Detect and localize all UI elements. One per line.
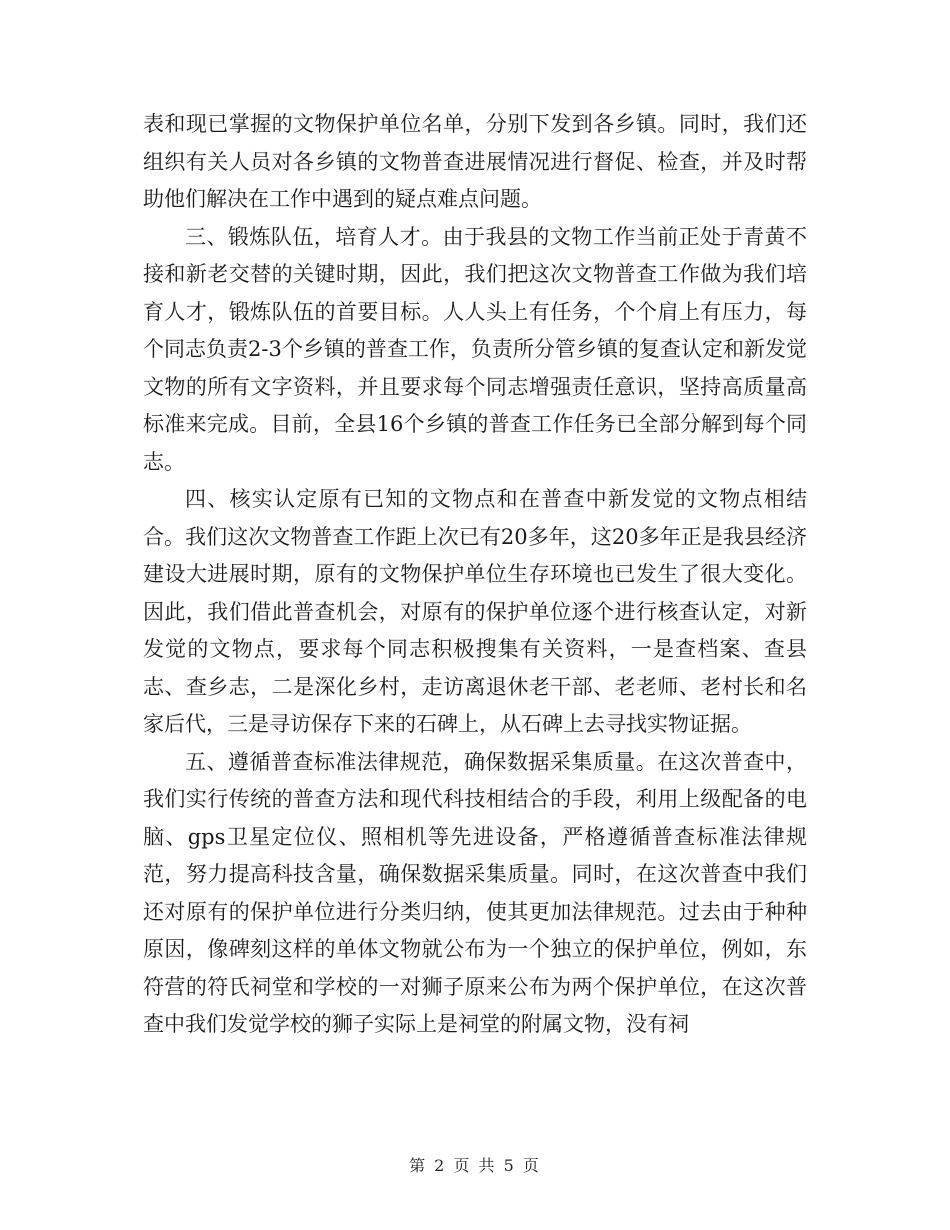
paragraph-section-5: 五、遵循普查标准法律规范，确保数据采集质量。在这次普查中，我们实行传统的普查方法和现代科技相结合的手段，利用上级配备的电脑、gps卫星定位仪、照相机等先进设备，严格遵循普查标准法律规范，努力提高科技含量，确保数据采集质量。同时，在这次普查中我们还对原有的保护单位进行分类归纳，使其更加法律规范。过去由于种种原因，像碑刻这样的单体文物就公布为一个独立的保护单位，例如，东符营的符氏祠堂和学校的一对狮子原来公布为两个保护单位，在这次普查中我们发觉学校的狮子实际上是祠堂的附属文物，没有祠 <box>143 749 807 1036</box>
body-text <box>143 106 807 1044</box>
paragraph-section-3: 三、锻炼队伍，培育人才。由于我县的文物工作当前正处于青黄不接和新老交替的关键时期，因此，我们把这次文物普查工作做为我们培育人才，锻炼队伍的首要目标。人人头上有任务，个个肩上有压力，每个同志负责2-3个乡镇的普查工作，负责所分管乡镇的复查认定和新发觉文物的所有文字资料，并且要求每个同志增强责任意识，坚持高质量高标准来完成。目前，全县16个乡镇的普查工作任务已全部分解到每个同志。 <box>143 224 807 474</box>
paragraph-continuation: 表和现已掌握的文物保护单位名单，分别下发到各乡镇。同时，我们还组织有关人员对各乡镇的文物普查进展情况进行督促、检查，并及时帮助他们解决在工作中遇到的疑点难点问题。 <box>143 112 807 211</box>
page-footer <box>0 1153 950 1176</box>
page-number: 第 2 页 共 5 页 <box>409 1156 541 1175</box>
paragraph-section-4: 四、核实认定原有已知的文物点和在普查中新发觉的文物点相结合。我们这次文物普查工作距上次已有20多年，这20多年正是我县经济建设大进展时期，原有的文物保护单位生存环境也已发生了很大变化。因此，我们借此普查机会，对原有的保护单位逐个进行核查认定，对新发觉的文物点，要求每个同志积极搜集有关资料，一是查档案、查县志、查乡志，二是深化乡村，走访离退休老干部、老老师、老村长和名家后代，三是寻访保存下来的石碑上，从石碑上去寻找实物证据。 <box>143 487 807 736</box>
